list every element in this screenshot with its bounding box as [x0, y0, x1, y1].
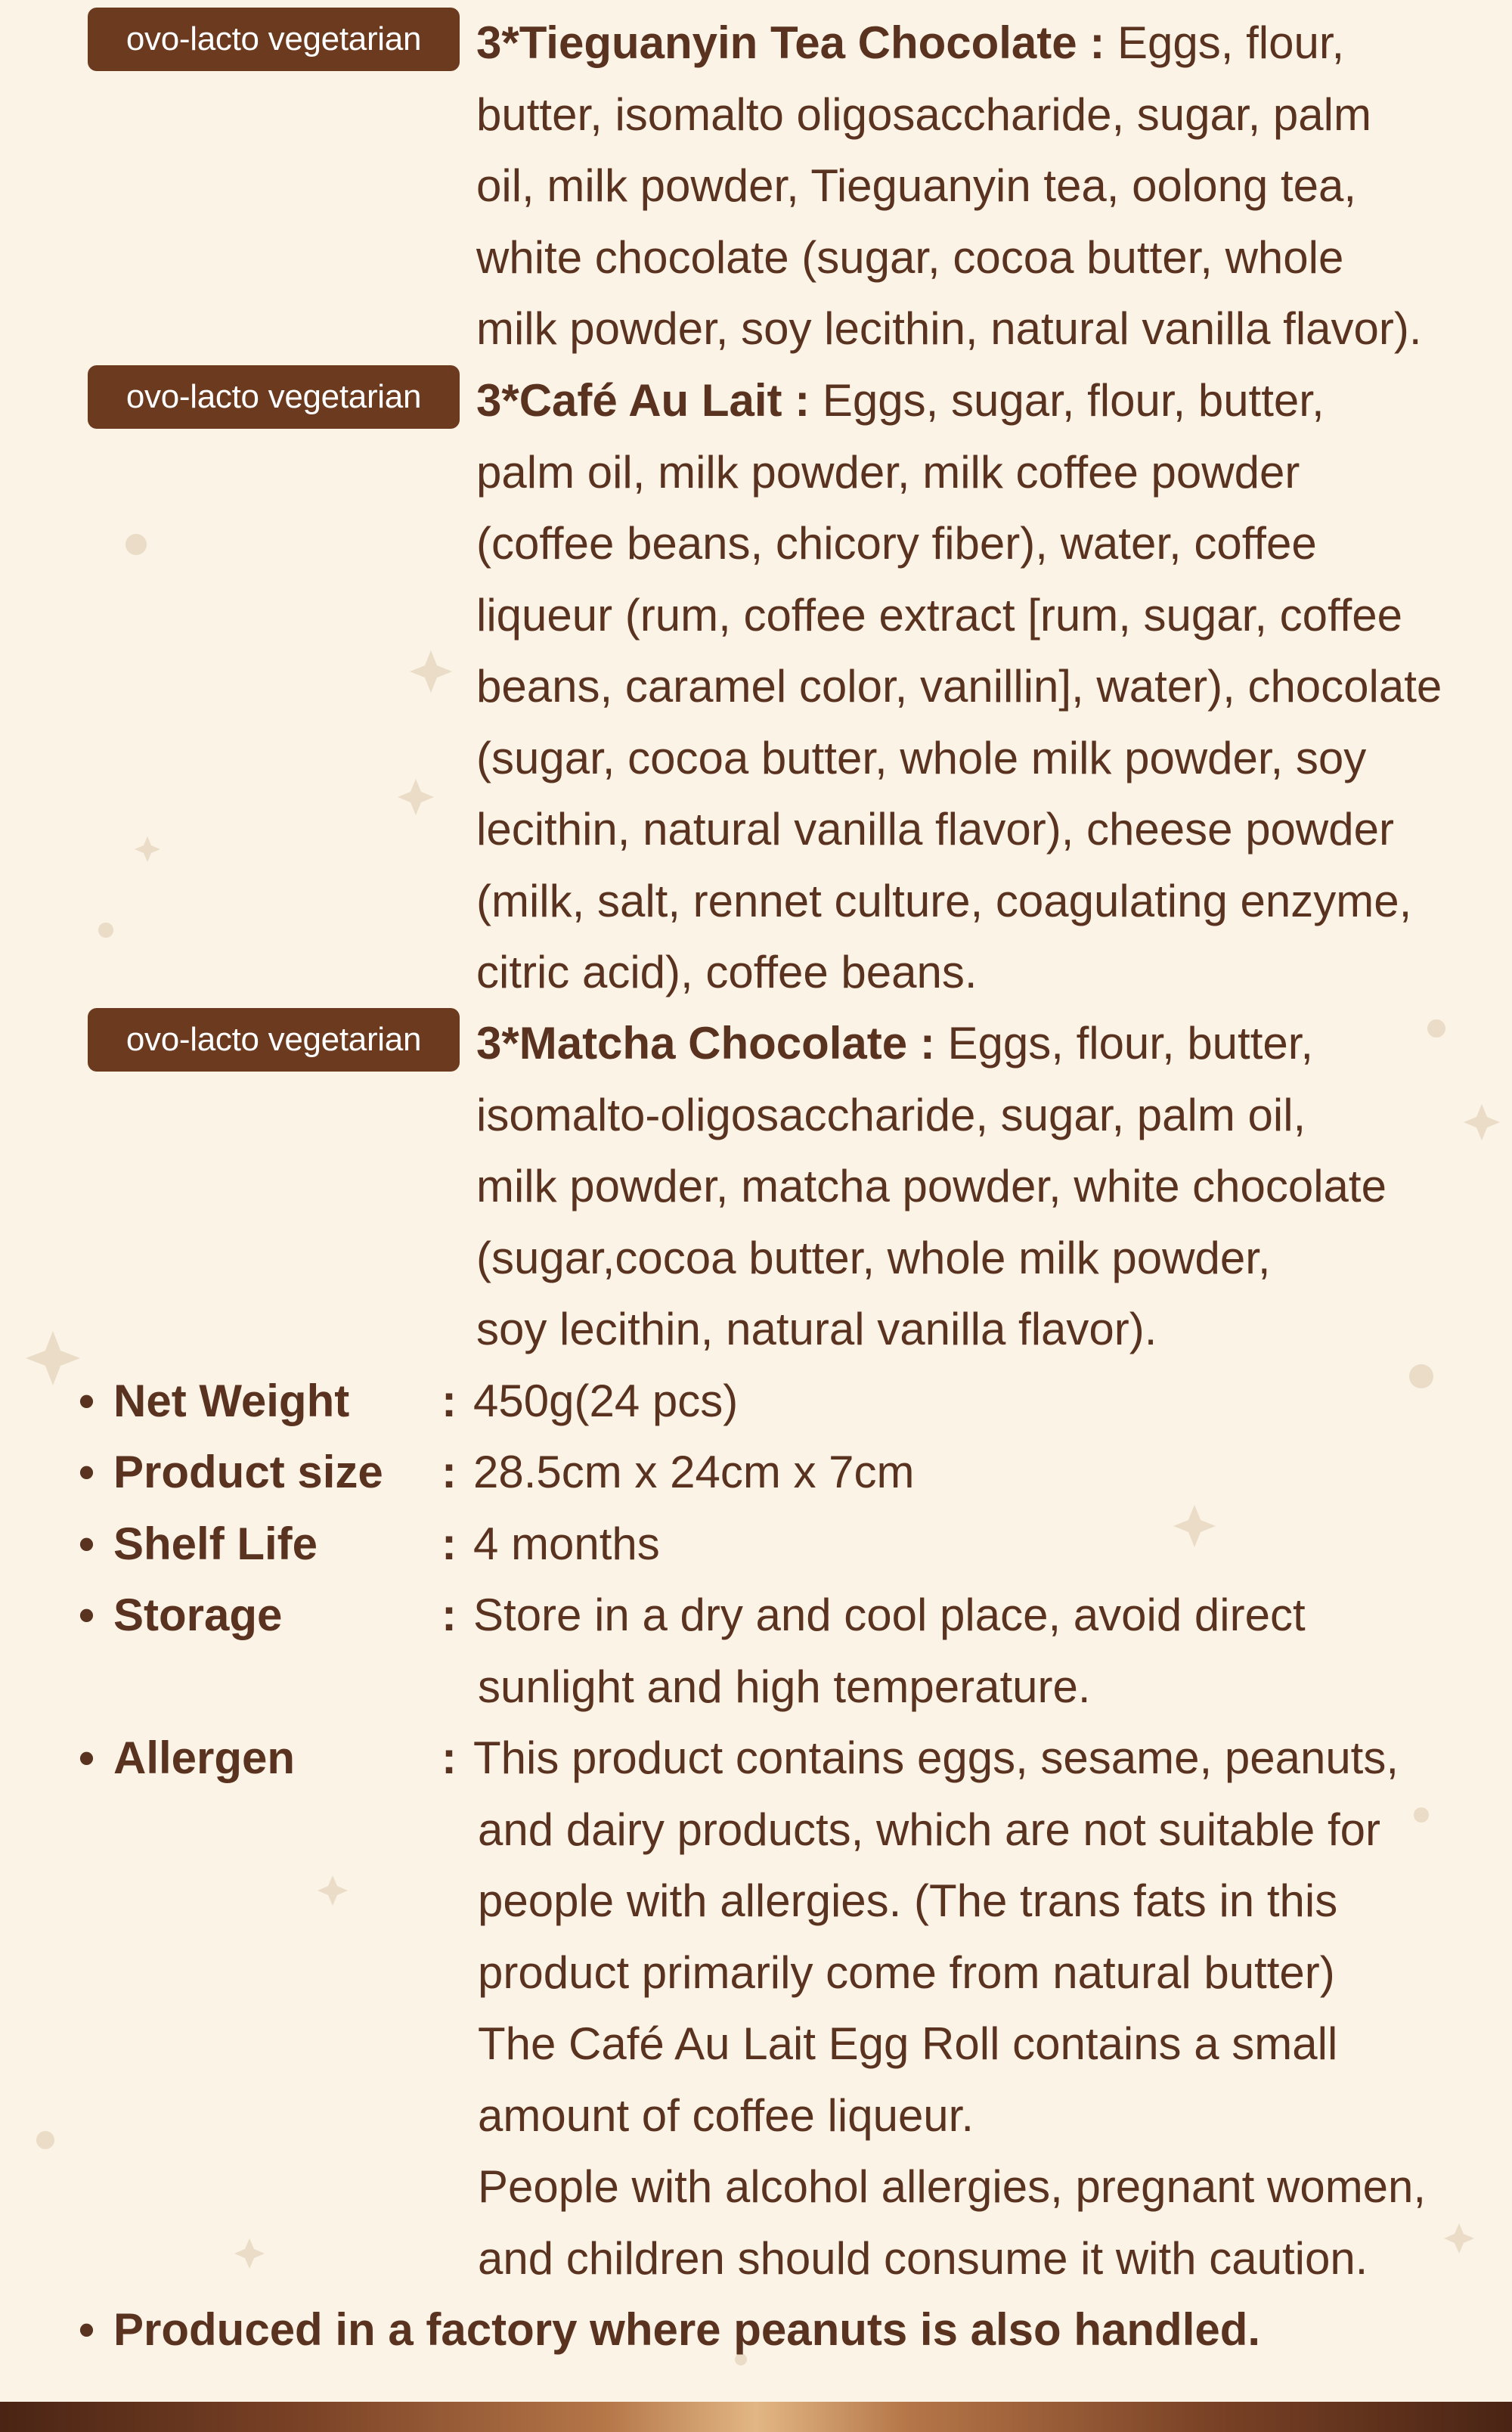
ingredient-line: isomalto-oligosaccharide, sugar, palm oil,	[476, 1089, 1306, 1140]
bullet-icon: •	[79, 1376, 95, 1426]
spec-label: Net Weight	[113, 1376, 350, 1426]
ingredient-line: Eggs, flour,	[1117, 17, 1345, 68]
bullet-icon: •	[79, 1732, 95, 1783]
ingredient-line: Eggs, flour, butter,	[947, 1018, 1314, 1069]
bullet-icon: •	[79, 1590, 95, 1640]
spec-value-line: product primarily come from natural butter)	[478, 1947, 1335, 1998]
spec-value-line: amount of coffee liqueur.	[478, 2089, 974, 2141]
spec-value-line: people with allergies. (The trans fats in this	[478, 1875, 1338, 1926]
spec-label: Allergen	[113, 1732, 296, 1783]
ingredient-line: (sugar,cocoa butter, whole milk powder,	[476, 1232, 1271, 1283]
spec-label: Product size	[113, 1447, 383, 1497]
spec-value-line: People with alcohol allergies, pregnant women,	[478, 2161, 1427, 2212]
ingredient-line: milk powder, soy lecithin, natural vanilla flavor).	[476, 303, 1422, 354]
product-name: 3*Café Au Lait :	[476, 375, 810, 426]
ingredient-text	[476, 1008, 1482, 1366]
ingredient-line: white chocolate (sugar, cocoa butter, whole	[476, 231, 1344, 283]
spec-value-line: Store in a dry and cool place, avoid direct	[473, 1590, 1306, 1640]
product-name: 3*Tieguanyin Tea Chocolate :	[476, 17, 1105, 68]
spec-value-line: sunlight and high temperature.	[478, 1661, 1091, 1712]
spec-value-line: This product contains eggs, sesame, peanuts,	[473, 1732, 1399, 1783]
spec-colon: :	[442, 1590, 457, 1640]
bottom-decorative-bar	[0, 2402, 1512, 2432]
product-name: 3*Matcha Chocolate :	[476, 1018, 935, 1069]
ingredient-line: lecithin, natural vanilla flavor), cheese powder	[476, 804, 1394, 855]
sparkle-star-icon	[410, 650, 452, 693]
ingredient-line: (milk, salt, rennet culture, coagulating enzyme,	[476, 875, 1412, 926]
ingredient-line: (sugar, cocoa butter, whole milk powder, soy	[476, 732, 1367, 783]
factory-note: Produced in a factory where peanuts is also handled.	[113, 2304, 1261, 2355]
spec-value-line: The Café Au Lait Egg Roll contains a small	[478, 2018, 1338, 2069]
spec-colon: :	[442, 1376, 457, 1426]
ingredient-line: soy lecithin, natural vanilla flavor).	[476, 1304, 1157, 1354]
sparkle-star-icon	[234, 2238, 265, 2269]
ingredient-line: liqueur (rum, coffee extract [rum, sugar, coffee	[476, 589, 1403, 641]
ingredient-line: palm oil, milk powder, milk coffee powder	[476, 446, 1300, 498]
spec-value-line: and dairy products, which are not suitable for	[478, 1804, 1380, 1855]
spec-value	[473, 1723, 1486, 2294]
ingredient-line: butter, isomalto oligosaccharide, sugar, palm	[476, 88, 1371, 140]
ingredient-line: citric acid), coffee beans.	[476, 947, 978, 997]
spec-colon: :	[442, 1518, 457, 1569]
sparkle-star-icon	[398, 779, 434, 815]
ingredient-line: (coffee beans, chicory fiber), water, coffee	[476, 518, 1317, 569]
ingredient-text	[476, 365, 1482, 1009]
ingredient-text	[476, 8, 1482, 365]
spec-value	[473, 1366, 1486, 1438]
sparkle-star-icon	[26, 1331, 80, 1385]
spec-colon: :	[442, 1447, 457, 1497]
spec-value	[473, 1580, 1486, 1723]
diet-badge: ovo-lacto vegetarian	[88, 1008, 460, 1072]
bullet-icon: •	[79, 1518, 95, 1569]
ingredient-line: Eggs, sugar, flour, butter,	[822, 375, 1325, 426]
spec-value-line: and children should consume it with caution.	[478, 2232, 1368, 2284]
spec-label: Storage	[113, 1590, 283, 1640]
diet-badge: ovo-lacto vegetarian	[88, 8, 460, 71]
spec-value	[473, 1509, 1486, 1580]
spec-value-line: 450g(24 pcs)	[473, 1376, 739, 1426]
sparkle-star-icon	[135, 836, 160, 862]
spec-colon: :	[442, 1732, 457, 1783]
spec-label: Shelf Life	[113, 1518, 318, 1569]
bullet-icon: •	[79, 1447, 95, 1497]
ingredient-line: oil, milk powder, Tieguanyin tea, oolong tea,	[476, 160, 1357, 211]
ingredient-line: beans, caramel color, vanillin], water), chocolate	[476, 661, 1442, 712]
spec-value-line: 4 months	[473, 1518, 660, 1569]
sparkle-star-icon	[318, 1875, 348, 1906]
diet-badge: ovo-lacto vegetarian	[88, 365, 460, 429]
ingredient-line: milk powder, matcha powder, white chocolate	[476, 1161, 1387, 1211]
bullet-icon: •	[79, 2304, 95, 2355]
spec-value	[473, 1437, 1486, 1509]
spec-value-line: 28.5cm x 24cm x 7cm	[473, 1447, 915, 1497]
